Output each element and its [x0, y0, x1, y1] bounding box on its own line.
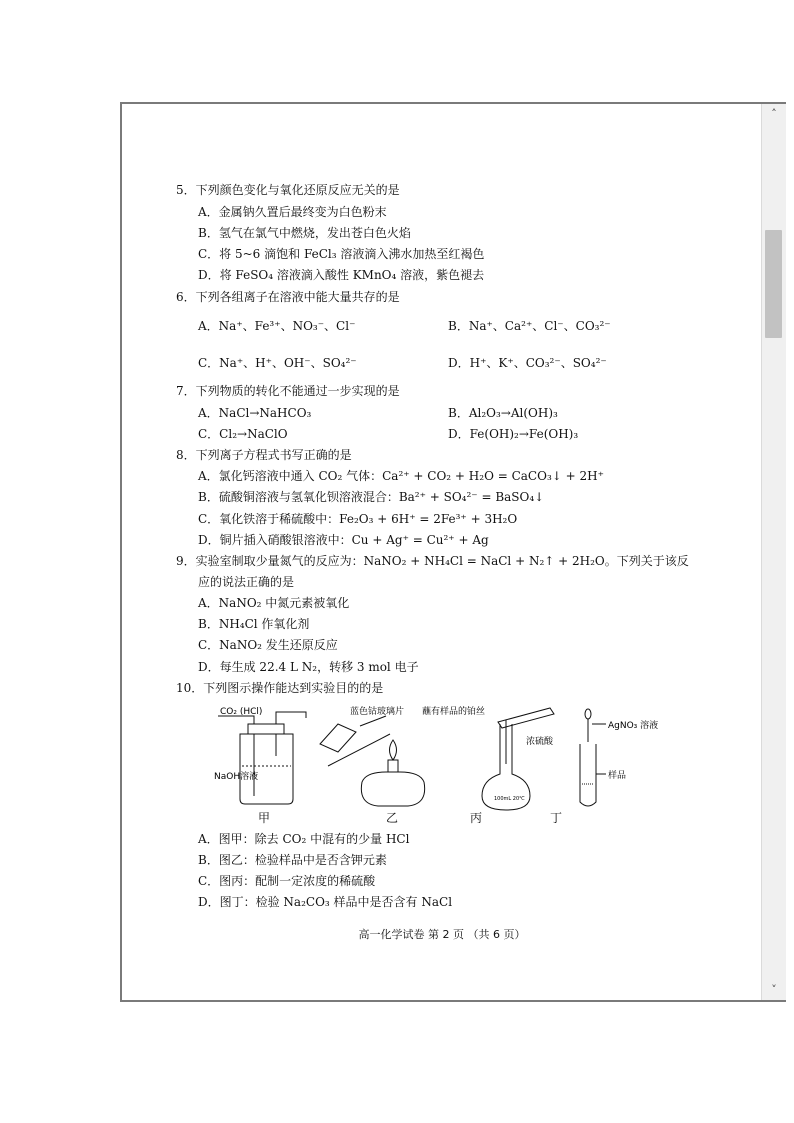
q7-stem: 7．下列物质的转化不能通过一步实现的是 [176, 384, 400, 398]
q7-option-a: A．NaCl→NaHCO₃ [198, 406, 312, 420]
q10-option-a: A．图甲：除去 CO₂ 中混有的少量 HCl [198, 832, 410, 846]
q9-option-c: C．NaNO₂ 发生还原反应 [198, 638, 338, 652]
q7-option-b: B．Al₂O₃→Al(OH)₃ [448, 406, 558, 420]
q10-stem: 10．下列图示操作能达到实验目的的是 [176, 681, 384, 695]
q10-option-d: D．图丁：检验 Na₂CO₃ 样品中是否含有 NaCl [198, 895, 453, 909]
q5-option-a: A．金属钠久置后最终变为白色粉末 [198, 205, 387, 219]
q9-option-d: D．每生成 22.4 L N₂，转移 3 mol 电子 [198, 660, 419, 674]
q7-option-d: D．Fe(OH)₂→Fe(OH)₃ [448, 427, 579, 441]
q8-stem: 8．下列离子方程式书写正确的是 [176, 448, 352, 462]
figure-ding-reagent-label: AgNO₃ 溶液 [608, 721, 659, 731]
figure-ding-sample-label: 样品 [608, 771, 627, 781]
q6-option-a: A．Na⁺、Fe³⁺、NO₃⁻、Cl⁻ [198, 319, 356, 333]
q8-option-c: C．氧化铁溶于稀硫酸中：Fe₂O₃ + 6H⁺ = 2Fe³⁺ + 3H₂O [198, 512, 518, 526]
figure-bing-flask-label: 100mL 20℃ [494, 796, 525, 802]
figure-jia-gas-label: CO₂ (HCl) [220, 707, 263, 717]
figure-yi-wire-label: 蘸有样品的铂丝 [422, 707, 486, 717]
figure-label-bing: 丙 [470, 811, 483, 825]
experiment-figure [210, 704, 670, 824]
q5-option-c: C．将 5~6 滴饱和 FeCl₃ 溶液滴入沸水加热至红褐色 [198, 247, 485, 261]
scrollbar-thumb[interactable] [765, 230, 782, 338]
document-page [122, 104, 762, 1000]
figure-label-yi: 乙 [386, 811, 399, 825]
q5-option-d: D．将 FeSO₄ 溶液滴入酸性 KMnO₄ 溶液，紫色褪去 [198, 268, 485, 282]
q9-option-a: A．NaNO₂ 中氮元素被氧化 [198, 596, 350, 610]
q6-option-c: C．Na⁺、H⁺、OH⁻、SO₄²⁻ [198, 356, 357, 370]
q8-option-d: D．铜片插入硝酸银溶液中：Cu + Ag⁺ = Cu²⁺ + Ag [198, 533, 489, 547]
figure-bing-acid-label: 浓硫酸 [526, 737, 554, 747]
document-viewer [120, 102, 786, 1002]
figure-jia-apparatus [218, 712, 306, 804]
q8-option-b: B．硫酸铜溶液与氢氧化钡溶液混合：Ba²⁺ + SO₄²⁻ = BaSO₄↓ [198, 490, 545, 504]
scroll-up-arrow-icon[interactable]: ˄ [771, 107, 777, 120]
page-footer: 高一化学试卷 第 2 页 （共 6 页） [358, 928, 526, 941]
q6-option-b: B．Na⁺、Ca²⁺、Cl⁻、CO₃²⁻ [448, 319, 611, 333]
q9-stem-line1: 9．实验室制取少量氮气的反应为：NaNO₂ + NH₄Cl = NaCl + N₂↑ + 2H₂O。下列关于该反 [176, 554, 689, 568]
q6-option-d: D．H⁺、K⁺、CO₃²⁻、SO₄²⁻ [448, 356, 607, 370]
q5-option-b: B．氢气在氯气中燃烧，发出苍白色火焰 [198, 226, 411, 240]
q10-option-c: C．图丙：配制一定浓度的稀硫酸 [198, 874, 376, 888]
scroll-down-arrow-icon[interactable]: ˅ [771, 983, 777, 996]
figure-jia-solution-label: NaOH溶液 [214, 772, 259, 782]
figure-ding-apparatus [580, 709, 606, 806]
figure-label-ding: 丁 [550, 811, 563, 825]
figure-bing-apparatus [482, 708, 554, 810]
figure-label-jia: 甲 [258, 811, 271, 825]
figure-yi-glass-label: 蓝色钴玻璃片 [350, 707, 405, 717]
figure-yi-apparatus [320, 716, 425, 806]
q9-stem-line2: 应的说法正确的是 [198, 575, 295, 589]
q8-option-a: A．氯化钙溶液中通入 CO₂ 气体：Ca²⁺ + CO₂ + H₂O = CaCO₃↓ + 2H⁺ [198, 469, 604, 483]
q9-option-b: B．NH₄Cl 作氧化剂 [198, 617, 310, 631]
q6-stem: 6．下列各组离子在溶液中能大量共存的是 [176, 290, 400, 304]
q7-option-c: C．Cl₂→NaClO [198, 427, 288, 441]
vertical-scrollbar[interactable] [761, 104, 786, 1000]
q10-option-b: B．图乙：检验样品中是否含钾元素 [198, 853, 387, 867]
q5-stem: 5．下列颜色变化与氧化还原反应无关的是 [176, 183, 400, 197]
